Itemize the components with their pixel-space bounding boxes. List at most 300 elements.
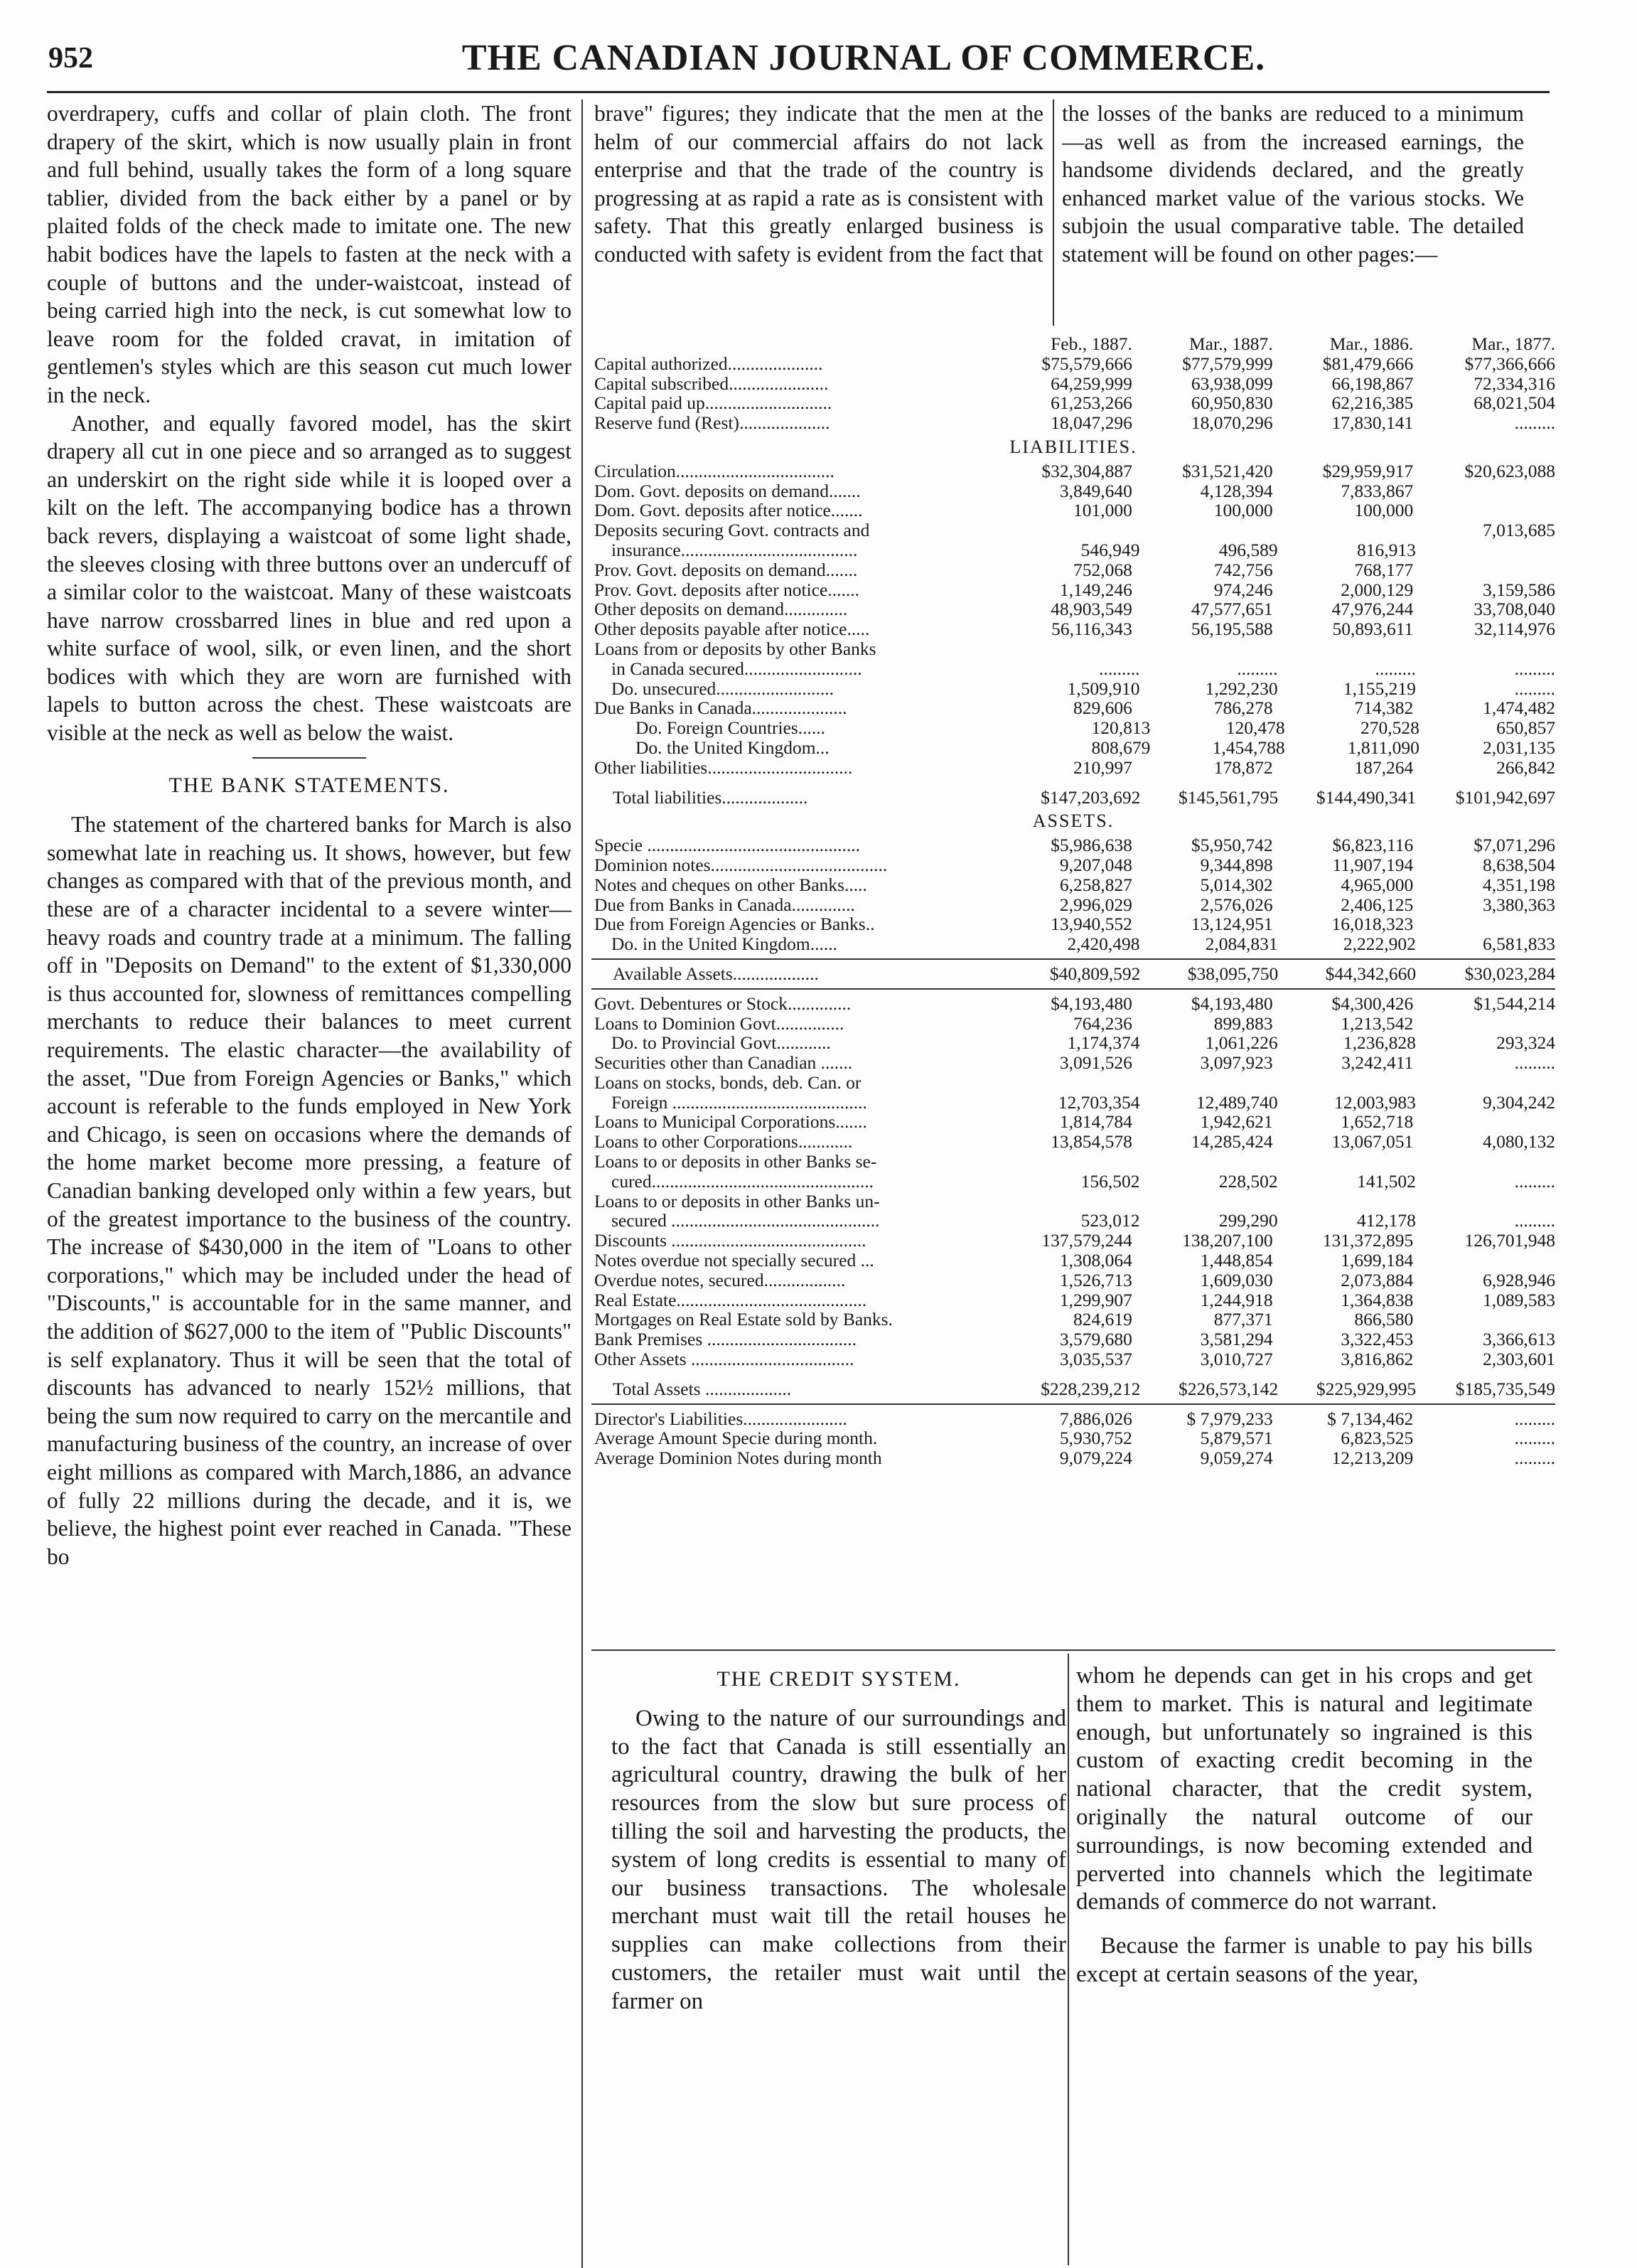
table-cell: 714,382 [1354,697,1414,719]
column-header: Mar., 1886. [1329,333,1414,354]
table-cell: 7,833,867 [1341,480,1414,501]
row-label: Discounts ........................................... [594,1231,866,1251]
row-label: Average Dominion Notes during month [594,1448,882,1469]
table-row [591,599,1555,619]
table-cell: 62,216,385 [1331,392,1414,414]
table-row [591,934,1555,954]
table-cell: 974,246 [1213,579,1273,600]
table-cell: 412,178 [1356,1210,1416,1231]
column-rule-top-middle [1053,100,1054,326]
table-cell: $ 7,979,233 [1186,1408,1273,1429]
table-row [591,1251,1555,1271]
table-cell: ......... [1514,1448,1555,1469]
table-row [591,994,1555,1014]
row-label: Loans on stocks, bonds, deb. Can. or [594,1072,862,1093]
row-label: Circulation................................... [594,461,834,481]
bank-statements-paragraph: The statement of the chartered banks for March is also somewhat late in reaching us. It shows, however, but few changes as compared with that of the previous month, and these are of a character incidental to a severe winter—heavy roads and country trade at a minimum. The falling off in "Deposits on Demand" to the extent of $1,330,000 is thus accounted for, slowness of remittances compelling merchants to reduce their balances to meet current requirements. The elastic character—the availability of the asset, "Due from Foreign Agencies or Banks," which account is referable to the funds employed in New York and Chicago, is seen on occasions where the demands of the home market become more pressing, a feature of Canadian banking developed only within a few years, but of the greatest importance to the business of the country. The increase of $430,000 in the item of "Loans to other corporations," which may be included under the head of "Discounts," is accountable for in the same manner, and the addition of $627,000 to the item of "Public Discounts" is self explanatory. Thus it will be seen that the total of discounts has advanced to nearly 152½ millions, that being the sum now required to carry on the mercantile and manufacturing business of the country, an increase of over eight millions as compared with March,1886, an advance of fully 22 millions during the decade, and it is, we believe, the highest point ever reached in Canada. "These bo [47,812,571,1569]
table-cell: 742,756 [1213,559,1273,580]
table-cell: 7,013,685 [1482,520,1555,541]
table-row [591,1310,1555,1330]
fashion-paragraph-1: overdrapery, cuffs and collar of plain cloth. The front drapery of the skirt, which is now usually plain in front and full behind, usually takes the form of a long square tablier, divided from the back either by a panel or by plaited folds of the check made to imitate one. The new habit bodices have the lapels to fasten at the neck with a couple of buttons and the under-waistcoat, instead of being carried high into the neck, is cut somewhat low to leave room for the folded cravat, in imitation of gentlemen's styles which are this season cut much lower in the neck. [47,101,571,407]
table-cell: 3,816,862 [1341,1349,1414,1370]
table-row [591,619,1555,639]
row-label: Due from Banks in Canada.............. [594,894,855,915]
assets-section-2 [591,994,1555,1369]
table-cell: 1,448,854 [1200,1250,1273,1271]
column-rule-left [581,100,583,2268]
table-cell: 12,213,209 [1331,1448,1414,1469]
table-cell: 1,244,918 [1200,1289,1273,1310]
table-cell: 3,010,727 [1200,1349,1273,1370]
column-header: Mar., 1877. [1471,333,1555,354]
table-cell: 3,322,453 [1341,1329,1414,1350]
table-cell: 650,857 [1496,717,1555,739]
table-cell: 120,478 [1225,717,1285,739]
table-cell: 1,474,482 [1482,697,1555,719]
table-cell: $20,623,088 [1464,460,1555,481]
table-cell: ......... [1514,412,1555,434]
table-cell: $144,490,341 [1316,786,1417,808]
credit-system-heading: THE CREDIT SYSTEM. [716,1667,961,1691]
row-label: Overdue notes, secured.................. [594,1270,846,1290]
column-intro-b [594,100,1043,269]
table-cell: $6,823,116 [1332,835,1414,856]
table-cell: 1,652,718 [1341,1111,1414,1133]
table-cell: 1,174,374 [1067,1032,1140,1054]
table-row [591,580,1555,600]
table-cell: 3,242,411 [1341,1052,1414,1074]
table-cell: $81,479,666 [1322,353,1414,374]
row-label: Notes and cheques on other Banks..... [594,874,867,895]
table-cell: 131,372,895 [1322,1230,1414,1251]
table-cell: 1,811,090 [1347,737,1419,758]
assets-section [591,835,1555,954]
table-cell: 2,084,831 [1205,934,1278,955]
row-label: Securities other than Canadian ....... [594,1053,853,1073]
table-cell: 156,502 [1080,1170,1140,1192]
table-cell: $77,366,666 [1464,353,1555,374]
table-row [591,1271,1555,1290]
table-row [591,1192,1555,1211]
table-cell: 4,128,394 [1200,480,1273,501]
row-label: Real Estate.......................................... [594,1290,867,1310]
table-cell: 48,903,549 [1051,599,1132,620]
table-cell: 6,823,525 [1341,1428,1414,1449]
table-cell: 9,304,242 [1483,1091,1556,1113]
table-cell: 2,222,902 [1343,934,1416,955]
intro-text-b: brave" figures; they indicate that the men at the helm of our commercial affairs do not lack enterprise and that the trade of the country is progressing at as rapid a rate as is consistent with safety. That this greatly enlarged business is conducted with safety is evident from the fact that [594,101,1043,267]
table-cell: $4,300,426 [1331,993,1414,1014]
table-cell: 866,580 [1354,1309,1414,1330]
table-header-row [591,334,1555,354]
row-label: Director's Liabilities....................... [594,1408,847,1429]
row-label: Do. unsecured.......................... [611,678,834,699]
table-cell: $32,304,887 [1041,460,1132,481]
subtotal-rule [591,958,1555,960]
row-label: Do. to Provincial Govt............ [611,1033,831,1054]
row-label: Due Banks in Canada..................... [594,698,847,719]
table-cell: 1,454,788 [1212,737,1285,758]
table-cell: ......... [1514,658,1556,679]
table-cell: 4,080,132 [1482,1131,1555,1152]
table-cell: 47,976,244 [1331,599,1414,620]
table-cell: 1,814,784 [1059,1111,1132,1133]
table-cell: 9,207,048 [1059,854,1132,875]
table-cell: 9,059,274 [1200,1448,1273,1469]
table-cell: 138,207,100 [1182,1230,1273,1251]
table-row [591,1172,1555,1192]
table-cell: 16,018,323 [1331,914,1414,935]
table-cell: ......... [1099,658,1140,679]
table-cell: 1,364,838 [1341,1289,1414,1310]
table-cell: 126,701,948 [1464,1230,1555,1251]
table-cell: 1,149,246 [1059,579,1132,600]
table-cell: 1,699,184 [1341,1250,1414,1271]
table-cell: $44,342,660 [1325,963,1417,984]
table-cell: ......... [1514,1408,1555,1429]
row-label: cured................................................. [611,1171,874,1192]
table-cell: 1,942,621 [1200,1111,1273,1133]
table-cell: 768,177 [1354,559,1414,580]
table-row [591,520,1555,540]
row-label: Reserve fund (Rest).................... [594,413,830,433]
table-cell: $31,521,420 [1182,460,1273,481]
table-cell: 270,528 [1360,717,1419,739]
table-cell: 9,344,898 [1200,854,1273,875]
table-cell: $147,203,692 [1041,786,1141,808]
row-label: Dom. Govt. deposits after notice....... [594,501,863,521]
table-cell: 2,996,029 [1059,894,1132,915]
table-cell: ......... [1514,1170,1556,1192]
row-label: Capital authorized..................... [594,353,823,374]
table-row [591,855,1555,875]
table-cell: $77,579,999 [1182,353,1273,374]
row-label: secured .............................................. [611,1211,880,1231]
table-bottom-rule [591,1649,1555,1651]
table-row [591,1112,1555,1132]
row-label: Available Assets................... [613,963,819,984]
table-cell: 1,292,230 [1205,678,1278,699]
table-cell: $4,193,480 [1051,993,1132,1014]
table-cell: 13,124,951 [1191,914,1273,935]
page-title: THE CANADIAN JOURNAL OF COMMERCE. [461,38,1266,78]
table-cell: 66,198,867 [1331,373,1414,394]
bank-statements-heading: THE BANK STATEMENTS. [168,773,450,797]
table-cell: 32,114,976 [1474,619,1555,640]
credit-system-paragraph: Owing to the nature of our surroundings and to the fact that Canada is still essentially an agricultural country, drawing the bulk of her resources from the slow but sure process of tilling the soil and harvesting the products, the system of long credits is essential to many of our business transactions. The wholesale merchant must wait till the retail houses he supplies can make collections from their customers, the retailer must wait until the farmer on [611,1705,1066,2014]
table-cell: ......... [1514,1052,1555,1074]
table-cell: 64,259,999 [1051,373,1132,394]
table-cell: 786,278 [1213,697,1273,719]
page-number: 952 [48,42,93,75]
table-cell: ......... [1514,1210,1556,1231]
bank-comparative-table [591,334,1555,1468]
available-assets-row [591,964,1555,984]
table-cell: 2,576,026 [1200,894,1273,915]
table-cell: 3,366,613 [1482,1329,1555,1350]
table-row [591,718,1555,738]
table-cell: 2,031,135 [1482,737,1555,758]
table-cell: 101,000 [1073,500,1132,521]
footer-section [591,1409,1555,1468]
table-row [591,560,1555,580]
table-cell: 899,883 [1213,1012,1273,1034]
table-cell: 1,089,583 [1482,1289,1555,1310]
table-cell: 100,000 [1354,500,1414,521]
table-cell: 18,070,296 [1191,412,1273,434]
capital-section [591,354,1555,433]
table-cell: 3,581,294 [1200,1329,1273,1350]
table-cell: 5,014,302 [1200,874,1273,895]
row-label: Deposits securing Govt. contracts and [594,520,870,540]
table-cell: $40,809,592 [1049,963,1141,984]
table-cell: $145,561,795 [1178,786,1279,808]
table-row [591,413,1555,433]
table-row [591,1290,1555,1310]
table-cell: $101,942,697 [1455,786,1555,808]
table-cell: 60,950,830 [1191,392,1273,414]
row-label: Average Amount Specie during month. [594,1428,878,1449]
table-row [591,895,1555,915]
table-cell: 120,813 [1091,717,1151,739]
table-row [591,698,1555,718]
table-cell: 546,949 [1080,539,1140,560]
table-cell: 2,000,129 [1341,579,1414,600]
table-cell: 228,502 [1218,1170,1278,1192]
table-row [591,1073,1555,1093]
table-row [591,1093,1555,1113]
table-row [591,374,1555,394]
table-cell: $1,544,214 [1474,993,1555,1014]
table-cell: 100,000 [1213,500,1273,521]
table-cell: 523,012 [1080,1210,1140,1231]
row-label: Total liabilities................... [613,787,808,808]
row-label: Other Assets .................................... [594,1349,854,1369]
table-row [591,393,1555,413]
table-cell: 187,264 [1354,756,1414,778]
row-label: Total Assets ................... [613,1379,792,1399]
row-label: insurance....................................... [611,540,858,560]
table-cell: ......... [1375,658,1416,679]
table-cell: 829,606 [1073,697,1132,719]
total-rule [591,1403,1555,1405]
table-cell: 266,842 [1496,756,1555,778]
table-cell: 12,489,740 [1196,1091,1278,1113]
table-cell: $226,573,142 [1178,1378,1279,1399]
table-cell: 3,380,363 [1482,894,1555,915]
row-label: Govt. Debentures or Stock.............. [594,993,852,1014]
table-cell: 816,913 [1356,539,1416,560]
assets-heading: ASSETS. [1032,811,1115,832]
table-cell: 63,938,099 [1191,373,1273,394]
table-cell: 2,073,884 [1341,1269,1414,1290]
table-cell: $4,193,480 [1191,993,1273,1014]
table-cell: 752,068 [1073,559,1132,580]
table-cell: 2,303,601 [1482,1349,1555,1370]
table-cell: 13,854,578 [1051,1131,1132,1152]
table-cell: 5,930,752 [1059,1428,1132,1449]
row-label: Do. the United Kingdom... [635,737,830,758]
row-label: Notes overdue not specially secured ... [594,1251,874,1271]
table-cell: $5,950,742 [1191,835,1273,856]
column-credit-system [611,1662,1066,2016]
table-cell: 299,290 [1218,1210,1278,1231]
table-row [591,1014,1555,1034]
table-cell: ......... [1237,658,1278,679]
table-cell: 4,965,000 [1341,874,1414,895]
table-cell: 61,253,266 [1051,392,1132,414]
table-row [591,875,1555,895]
table-row [591,461,1555,481]
table-cell: 1,509,910 [1067,678,1140,699]
table-row [591,540,1555,560]
table-cell: 56,116,343 [1051,619,1132,640]
table-cell: 1,299,907 [1059,1289,1132,1310]
header-rule [47,91,1550,93]
credit-continued-paragraph-1: whom he depends can get in his crops and get them to market. This is natural and legitimate enough, but unfortunately so ingrained is this custom of exacting credit becoming in the national character, that the credit system, originally the natural outcome of our surroundings, is now becoming extended and perverted into channels which the legitimate demands of commerce do not warrant. [1076,1663,1533,1915]
row-label: Capital paid up............................ [594,393,832,414]
table-cell: $228,239,212 [1041,1378,1141,1399]
table-row [591,1428,1555,1448]
table-row [591,835,1555,855]
row-label: Other deposits payable after notice..... [594,619,870,639]
table-cell: 18,047,296 [1051,412,1132,434]
row-label: in Canada secured.......................... [611,658,862,679]
table-cell: 47,577,651 [1191,599,1273,620]
table-cell: 877,371 [1213,1309,1273,1330]
table-cell: $75,579,666 [1041,353,1132,374]
total-assets-row [591,1379,1555,1399]
table-cell: 293,324 [1496,1032,1556,1054]
table-cell: $38,095,750 [1187,963,1279,984]
table-cell: 3,091,526 [1059,1052,1132,1074]
row-label: Other liabilities................................ [594,757,853,778]
row-label: Capital subscribed...................... [594,373,829,394]
table-row [591,1231,1555,1251]
table-row [591,1053,1555,1073]
table-row [591,1033,1555,1053]
table-row [591,1132,1555,1152]
table-cell: $ 7,134,462 [1327,1408,1414,1429]
table-cell: 2,420,498 [1067,934,1140,955]
column-header: Mar., 1887. [1189,333,1273,354]
row-label: Loans to Dominion Govt............... [594,1013,844,1034]
table-cell: 1,526,713 [1059,1269,1132,1290]
liabilities-heading: LIABILITIES. [1009,436,1137,457]
column-rule-bottom-middle [1068,1654,1069,2265]
row-label: Loans from or deposits by other Banks [594,638,876,659]
table-cell: $29,959,917 [1322,460,1414,481]
subtotal-rule [591,988,1555,990]
table-cell: 141,502 [1356,1170,1416,1192]
table-cell: 3,849,640 [1059,480,1132,501]
table-cell: 6,258,827 [1059,874,1132,895]
table-row [591,354,1555,374]
table-cell: $5,986,638 [1051,835,1132,856]
row-label: Do. in the United Kingdom...... [611,934,838,954]
table-cell: 137,579,244 [1041,1230,1132,1251]
table-cell: 3,035,537 [1059,1349,1132,1370]
table-cell: $185,735,549 [1455,1378,1555,1399]
table-row [591,679,1555,699]
table-cell: 824,619 [1073,1309,1132,1330]
row-label: Dominion notes....................................... [594,855,888,875]
table-cell: 7,886,026 [1059,1408,1132,1429]
intro-text-c: the losses of the banks are reduced to a minimum—as well as from the increased earnings, the handsome dividends declared, and the greatly enhanced market value of the various stocks. We subjoin the usual comparative table. The detailed statement will be found on other pages:— [1062,101,1524,267]
table-cell: $30,023,284 [1464,963,1555,984]
row-label: Due from Foreign Agencies or Banks.. [594,914,875,935]
column-intro-c [1062,100,1524,269]
table-cell: 3,097,923 [1200,1052,1273,1074]
table-cell: 1,213,542 [1341,1012,1414,1034]
table-cell: 1,155,219 [1343,678,1416,699]
table-cell: 496,589 [1218,539,1278,560]
table-cell: 3,579,680 [1059,1329,1132,1350]
row-label: Mortgages on Real Estate sold by Banks. [594,1310,893,1330]
row-label: Loans to other Corporations............ [594,1132,853,1152]
row-label: Do. Foreign Countries...... [635,718,826,738]
row-label: Loans to or deposits in other Banks un- [594,1191,880,1211]
table-cell: 68,021,504 [1474,392,1555,414]
liabilities-section [591,461,1555,778]
table-cell: $7,071,296 [1474,835,1555,856]
table-cell: 6,928,946 [1482,1269,1555,1290]
row-label: Loans to or deposits in other Banks se- [594,1152,877,1172]
table-cell: 12,703,354 [1058,1091,1140,1113]
table-cell: 1,236,828 [1343,1032,1416,1054]
table-cell: 2,406,125 [1341,894,1414,915]
table-cell: ......... [1514,678,1556,699]
table-row [591,738,1555,758]
column-fashion-and-banks [47,100,571,1571]
table-row [591,1349,1555,1369]
row-label: Specie ............................................... [594,835,860,855]
table-row [591,914,1555,934]
table-row [591,481,1555,501]
table-cell: $225,929,995 [1316,1378,1417,1399]
row-label: Foreign ........................................... [611,1092,867,1113]
table-row [591,639,1555,659]
table-cell: ......... [1514,1428,1555,1449]
table-row [591,758,1555,778]
section-divider [252,757,366,759]
table-cell: 1,061,226 [1205,1032,1278,1054]
table-row [591,1330,1555,1349]
table-row [591,501,1555,520]
table-cell: 50,893,611 [1332,619,1414,640]
table-row [591,1211,1555,1231]
total-liabilities-row [591,788,1555,808]
table-cell: 764,236 [1073,1012,1132,1034]
table-row [591,1152,1555,1172]
row-label: Prov. Govt. deposits after notice....... [594,579,859,600]
table-cell: 808,679 [1091,737,1151,758]
table-cell: 4,351,198 [1482,874,1555,895]
table-cell: 17,830,141 [1331,412,1414,434]
table-cell: 72,334,316 [1474,373,1555,394]
column-credit-system-cont [1076,1662,1533,1989]
table-cell: 3,159,586 [1482,579,1555,600]
column-header: Feb., 1887. [1051,333,1132,354]
table-cell: 210,997 [1073,756,1132,778]
row-label: Other deposits on demand.............. [594,599,848,620]
fashion-paragraph-2: Another, and equally favored model, has the skirt drapery all cut in one piece and so arranged as to suggest an underskirt on the right side while it is looped over a kilt on the left. The accompanying bodice has a thrown back revers, displaying a waistcoat of some light shade, the sleeves closing with three buttons over an undercuff of a similar color to the waistcoat. Many of these waistcoats have narrow crossbarred lines in blue and red upon a white surface of wool, silk, or even linen, and the short bodices with which they are worn are furnished with lapels to button across the chest. These waistcoats are visible at the neck as well as below the waist. [47,410,571,746]
row-label: Loans to Municipal Corporations....... [594,1112,867,1133]
table-cell: 6,581,833 [1483,934,1556,955]
table-row [591,1409,1555,1429]
table-cell: 1,609,030 [1200,1269,1273,1290]
table-cell: 56,195,588 [1191,619,1273,640]
